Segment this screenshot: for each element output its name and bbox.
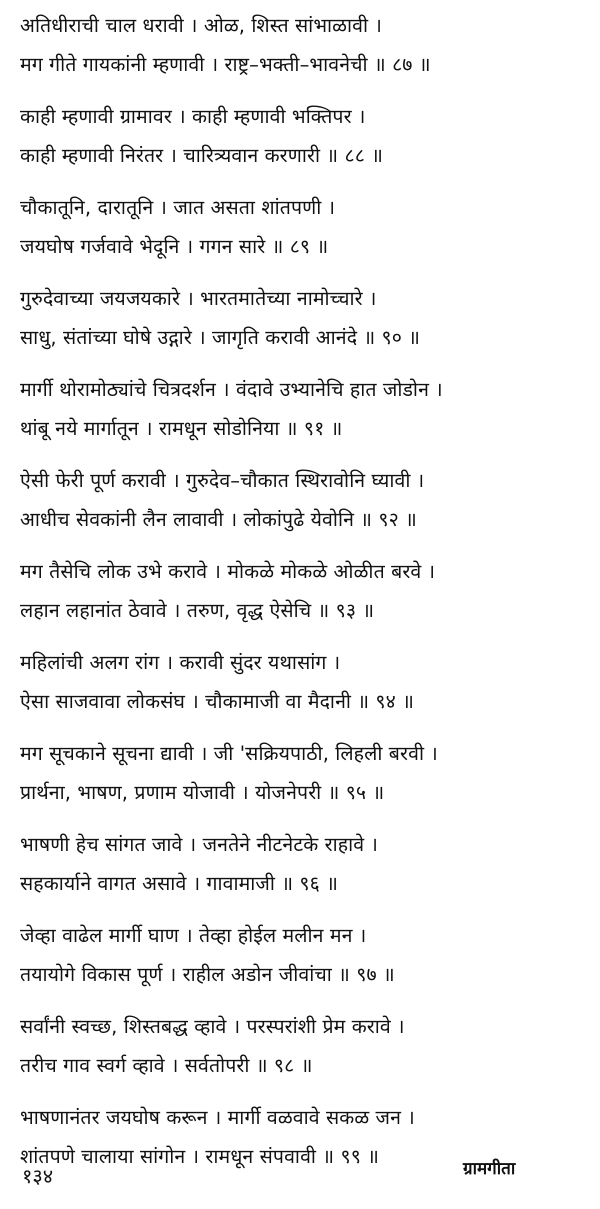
verse-block xyxy=(20,461,590,539)
verse-line: ऐसी फेरी पूर्ण करावी । गुरुदेव–चौकात स्थिरावोनि घ्यावी । xyxy=(20,469,425,492)
verse-block xyxy=(20,188,590,266)
verse-line: मग सूचकाने सूचना द्यावी । जी 'सक्रियपाठी, लिहली बरवी । xyxy=(20,742,438,765)
verse-line: आधीच सेवकांनी लैन लावावी । लोकांपुढे येवोनि ॥ ९२ ॥ xyxy=(20,508,417,531)
verse-line: प्रार्थना, भाषण, प्रणाम योजावी । योजनेपरी ॥ ९५ ॥ xyxy=(20,781,385,804)
verse-block xyxy=(20,552,590,630)
verse-block xyxy=(20,643,590,721)
verse-line: मग तैसेचि लोक उभे करावे । मोकळे मोकळे ओळीत बरवे । xyxy=(20,560,436,583)
verse-line: साधु, संतांच्या घोषे उद्गारे । जागृति करावी आनंदे ॥ ९० ॥ xyxy=(20,326,421,349)
verse-line: महिलांची अलग रांग । करावी सुंदर यथासांग । xyxy=(20,651,341,674)
verse-line: सर्वांनी स्वच्छ, शिस्तबद्ध व्हावे । परस्परांशी प्रेम करावे । xyxy=(20,1015,405,1038)
verse-block xyxy=(20,825,590,903)
verse-block xyxy=(20,6,590,84)
verse-block xyxy=(20,97,590,175)
verse-block xyxy=(20,916,590,994)
verse-line: थांबू नये मार्गातून । रामधून सोडोनिया ॥ ९१ ॥ xyxy=(20,417,343,440)
verse-line: लहान लहानांत ठेवावे । तरुण, वृद्ध ऐसेचि ॥ ९३ ॥ xyxy=(20,599,375,622)
verse-line: तयायोगे विकास पूर्ण । राहील अडोन जीवांचा ॥ ९७ ॥ xyxy=(20,963,395,986)
verse-line: मग गीते गायकांनी म्हणावी । राष्ट्र–भक्ती–भावनेची ॥ ८७ ॥ xyxy=(20,53,431,76)
verse-line: गुरुदेवाच्या जयजयकारे । भारतमातेच्या नामोच्चारे । xyxy=(20,287,377,310)
verse-line: सहकार्याने वागत असावे । गावामाजी ॥ ९६ ॥ xyxy=(20,872,338,895)
verse-list xyxy=(20,6,590,1189)
verse-block xyxy=(20,370,590,448)
verse-block xyxy=(20,279,590,357)
verse-line: ऐसा साजवावा लोकसंघ । चौकामाजी वा मैदानी ॥ ९४ ॥ xyxy=(20,690,414,713)
verse-line: मार्गी थोरामोठ्यांचे चित्रदर्शन । वंदावे उभ्यानेचि हात जोडोन । xyxy=(20,378,443,401)
page-number: १३४ xyxy=(22,1164,54,1188)
verse-line: जयघोष गर्जवावे भेदूनि । गगन सारे ॥ ८९ ॥ xyxy=(20,235,329,258)
verse-line: तरीच गाव स्वर्ग व्हावे । सर्वतोपरी ॥ ९८ ॥ xyxy=(20,1054,313,1077)
verse-block xyxy=(20,734,590,812)
book-title: ग्रामगीता xyxy=(463,1159,516,1179)
verse-line: जेव्हा वाढेल मार्गी घाण । तेव्हा होईल मलीन मन । xyxy=(20,924,367,947)
verse-line: चौकातूनि, दारातूनि । जात असता शांतपणी । xyxy=(20,196,336,219)
verse-line: भाषणी हेच सांगत जावे । जनतेने नीटनेटके राहावे । xyxy=(20,833,379,856)
verse-line: भाषणानंतर जयघोष करून । मार्गी वळवावे सकळ जन । xyxy=(20,1106,415,1129)
verse-line: अतिधीराची चाल धरावी । ओळ, शिस्त सांभाळावी । xyxy=(20,14,382,37)
verse-line: शांतपणे चालाया सांगोन । रामधून संपवावी ॥ ९९ ॥ xyxy=(20,1145,380,1168)
verse-block xyxy=(20,1007,590,1085)
verse-line: काही म्हणावी ग्रामावर । काही म्हणावी भक्तिपर । xyxy=(20,105,366,128)
verse-line: काही म्हणावी निरंतर । चारित्र्यवान करणारी ॥ ८८ ॥ xyxy=(20,144,384,167)
